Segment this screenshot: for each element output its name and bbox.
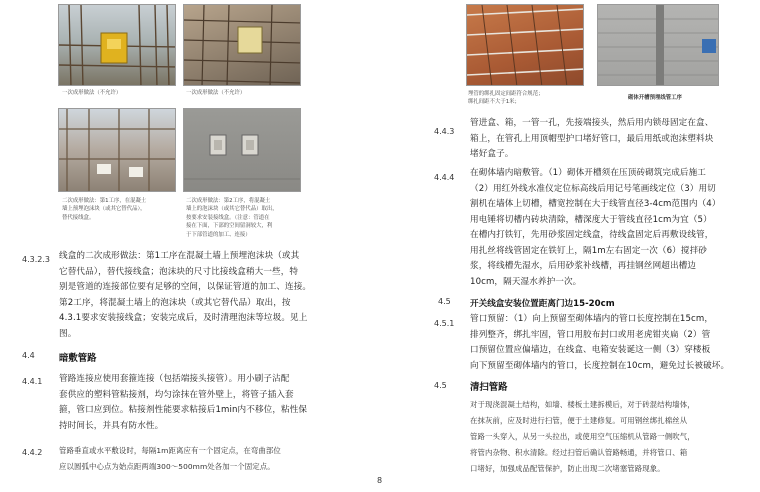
section-number: 4.5 [438,297,451,306]
section-4-3-2-3-body: 线盒的二次成形做法：第1工序在混凝土墙上预埋泡沫块（或其 它替代品），替代接线盒；泡沫块的尺寸比接线盒稍大一些，特 别是管道的连接部位要有足够的空间，以保证管道的加工、连接。 第2工序，将混凝土墙上的泡沫块（或其它替代品）取出，按 4.3.1要求安装接线盒；安装完成后，及时清理泡沫等垃圾。见上 图。 [59,251,312,339]
photo-one-step-method-2 [183,4,301,86]
photo-rebar-image [59,5,176,86]
section-number: 4.4.2 [22,448,43,457]
photo-caption: 一次成形做法（不允许） [62,90,122,96]
photo-caption: 二次成形做法：第2工序，将混凝土 墙上的泡沫块（或其它替代品）取出， 按要求安装接线盒。（注意：管道在 接在下面，下部的空间留洞较大，利 于下部管道的加工、连接） [186,198,278,238]
photo-caption: 埋管的绑扎固定间距符合规范； 绑扎间距不大于1米； [468,91,544,106]
photo-two-step-method-2 [183,108,301,192]
section-title-switch-box-position: 开关线盒安装位置距离门边15-20cm [470,299,615,309]
photo-rebar-mesh-image [467,5,584,86]
clean-conduit-body: 对于现浇混凝土结构，如墙、楼板土建拆模后，对于砖混结构墙体， 在抹灰前，应及时进行扫管，便于土建修复。可用钢丝绑扎棉丝从 管路一头穿入，从另一头拉出，或使用空气压缩机从管路一侧吹气， 将管内杂物、积水清除。经过扫管后确认管路畅通，并将管口、箱 口堵好，加强成品配管保护，防止出现二次堵塞管路现象。 [470,400,695,473]
section-number: 4.4.1 [22,377,43,386]
photo-caption: 一次成形做法（不允许） [186,90,246,96]
section-number: 4.4.4 [434,173,455,182]
section-4-4-3-body: 管进盒、箱，一管一孔，先接端接头，然后用内锁母固定在盒、 箱上，在管孔上用顶帽型护口堵好管口，最后用纸或泡沫塑料块 堵好盒子。 [470,118,714,159]
photo-caption: 二次成形做法：第1工序，在混凝土 墙上预埋泡沫块（或其它替代品）， 替代接线盒。 [62,198,147,221]
photo-masonry-slotting [597,4,719,86]
photo-caption: 砌体开槽预埋线管工序 [628,95,682,101]
photo-rebar-image [184,5,301,86]
photo-conduit-binding [466,4,584,86]
photo-concrete-wall-image [184,109,301,192]
section-4-4-2-body: 管路垂直或水平敷设时，每隔1m距离应有一个固定点，在弯曲部位 应以圆弧中心点为始点距两端300～500mm处各加一个固定点。 [59,446,281,471]
section-4-4-1-body: 管路连接应使用套箍连接（包括端接头接管）。用小刷子沾配 套供应的塑料管粘接剂，均匀涂抹在管外壁上，将管子插入套 箍，管口应到位。粘接剂性能要求粘接后1min内不移位，粘性保 持时间长，并具有防水性。 [59,374,308,431]
photo-masonry-wall-image [598,5,719,86]
section-number: 4.3.2.3 [22,255,50,264]
section-title-conduit-concealed: 暗敷管路 [59,353,97,364]
section-4-4-4-body: 在砌体墙内暗敷管。（1）砌体开槽须在压顶砖砌筑完成后施工 （2）用红外线水准仪定位标高线后用记号笔画线定位（3）用切 割机在墙体上切槽，槽宽控制在大于线管直径3-4cm范围内（4） 用电锤将切槽内砖块清除，槽深度大于管线直径1cm为宜（5） 在槽内打铁钉，先用砂浆固定线盒，待线盒固定后再敷设线管， 用扎丝将线管固定在铁钉上，隔1m左右固定一次（6）搅拌砂 浆，将线槽先湿水，后用砂浆补线槽，再挂钢丝网超出槽边 10cm，隔天湿水养护一次。 [470,168,721,287]
section-number: 4.4.3 [434,127,455,136]
section-4-5-1-body: 管口预留：（1）向上预留至砌体墙内的管口长度控制在15cm， 排列整齐，绑扎牢固，管口用胶布封口或用老虎钳夹扁（2）管 口预留位置应偏墙边，在线盒、电箱安装诞这一侧（3）穿楼板 向下预留至砌体墙内的管口，长度控制在10cm，避免过长被破坏。 [470,314,730,371]
section-number: 4.5 [434,381,447,390]
section-title-clean-conduit: 清扫管路 [470,382,508,393]
photo-formwork-image [59,109,176,192]
photo-two-step-method-1 [58,108,176,192]
photo-one-step-method-1 [58,4,176,86]
section-number: 4.4 [22,351,35,360]
page-number: 8 [377,476,383,485]
section-number: 4.5.1 [434,319,455,328]
